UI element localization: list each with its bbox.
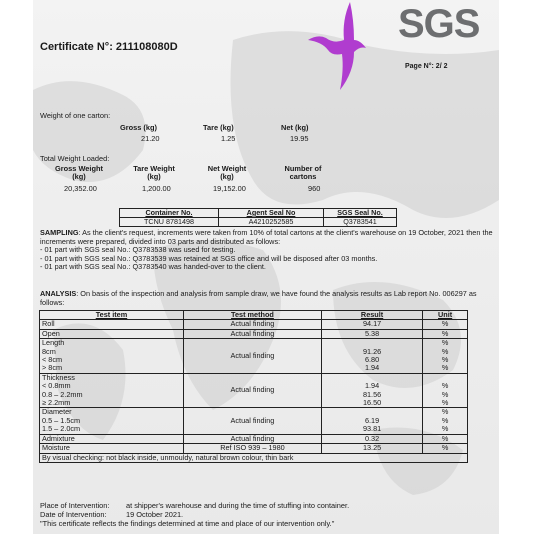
table-row	[40, 339, 468, 374]
test-item: Diameter 0.5 – 1.5cm 1.5 – 2.0cm	[40, 408, 184, 434]
col-header-unit: Unit	[423, 311, 468, 320]
sampling-label: SAMPLING	[40, 228, 79, 237]
table-row	[40, 408, 468, 434]
carton-gross-header: Gross (kg)	[120, 123, 157, 132]
test-result: 6.19 93.81	[321, 408, 422, 434]
seal-container-value: TCNU 8781498	[120, 218, 219, 227]
test-method: Actual finding	[183, 373, 321, 408]
date-of-intervention-value: 19 October 2021.	[126, 510, 184, 519]
sgs-bird-logo	[298, 0, 368, 92]
total-cartons-value: 960	[308, 184, 321, 193]
total-gross-header: Gross Weight (kg)	[55, 164, 103, 182]
seal-agent-value: A4210252585	[219, 218, 324, 227]
sampling-item: - 01 part with SGS seal No.: Q3783538 was used for testing.	[40, 245, 236, 255]
test-result: 5.38	[321, 329, 422, 338]
analysis-table	[39, 310, 468, 463]
table-row	[40, 444, 468, 453]
test-unit: % % %	[423, 373, 468, 408]
total-net-header: Net Weight (kg)	[207, 164, 247, 182]
test-item: Thickness < 0.8mm 0.8 – 2.2mm ≥ 2.2mm	[40, 373, 184, 408]
certificate-disclaimer: "This certificate reflects the findings determined at time and place of our intervention only."	[40, 519, 335, 528]
test-unit: %	[423, 320, 468, 329]
carton-gross-value: 21.20	[141, 134, 160, 143]
test-method: Actual finding	[183, 339, 321, 374]
test-item: Length 8cm < 8cm > 8cm	[40, 339, 184, 374]
carton-net-value: 19.95	[290, 134, 309, 143]
test-method: Actual finding	[183, 329, 321, 338]
test-unit: % % %	[423, 408, 468, 434]
place-of-intervention-label: Place of Intervention:	[40, 501, 110, 510]
table-row	[40, 373, 468, 408]
analysis-paragraph	[40, 290, 495, 307]
test-result: 0.32	[321, 434, 422, 443]
page-number: Page N°: 2/ 2	[405, 63, 448, 70]
test-method: Actual finding	[183, 408, 321, 434]
total-tare-value: 1,200.00	[142, 184, 171, 193]
test-result: 94.17	[321, 320, 422, 329]
sampling-paragraph	[40, 229, 495, 272]
test-result: 91.26 6.80 1.94	[321, 339, 422, 374]
seal-table	[119, 208, 397, 227]
sampling-text: : As the client's request, increments were taken from 10% of total cartons at the client's warehouse on 19 October, 2021 then the increments were prepared, divided into 03 parts and distributed as follows:	[40, 228, 493, 246]
test-item: Moisture	[40, 444, 184, 453]
carton-weight-title: Weight of one carton:	[40, 111, 111, 120]
col-header-result: Result	[321, 311, 422, 320]
total-cartons-header: Number of cartons	[284, 164, 322, 182]
test-unit: % % % %	[423, 339, 468, 374]
carton-net-header: Net (kg)	[281, 123, 309, 132]
test-item: Admixture	[40, 434, 184, 443]
test-result: 1.94 81.56 16.50	[321, 373, 422, 408]
sampling-item: - 01 part with SGS seal No.: Q3783539 was retained at SGS office and will be disposed after 03 months.	[40, 253, 378, 263]
visual-check-note: By visual checking: not black inside, unmouldy, natural brown colour, thin bark	[40, 453, 468, 462]
test-item: Open	[40, 329, 184, 338]
total-gross-value: 20,352.00	[64, 184, 97, 193]
total-weight-title: Total Weight Loaded:	[40, 154, 110, 163]
sampling-item: - 01 part with SGS seal No.: Q3783540 was handed-over to the client.	[40, 262, 266, 272]
seal-header-agent: Agent Seal No	[219, 209, 324, 218]
analysis-label: ANALYSIS	[40, 289, 77, 298]
certificate-page	[33, 0, 499, 534]
sgs-logo-text: SGS	[398, 2, 480, 46]
carton-tare-value: 1.25	[221, 134, 236, 143]
total-net-value: 19,152.00	[213, 184, 246, 193]
total-tare-header: Tare Weight (kg)	[133, 164, 175, 182]
test-unit: %	[423, 434, 468, 443]
col-header-test-item: Test item	[40, 311, 184, 320]
test-unit: %	[423, 329, 468, 338]
test-method: Ref ISO 939 – 1980	[183, 444, 321, 453]
carton-tare-header: Tare (kg)	[203, 123, 234, 132]
seal-header-container: Container No.	[120, 209, 219, 218]
test-method: Actual finding	[183, 320, 321, 329]
analysis-text: : On basis of the inspection and analysis from sample draw, we have found the analysis results as Lab report No. 006297 as follows:	[40, 289, 477, 307]
date-of-intervention-label: Date of Intervention:	[40, 510, 107, 519]
certificate-number: Certificate N°: 211108080D	[40, 41, 178, 53]
test-unit: %	[423, 444, 468, 453]
seal-header-sgs: SGS Seal No.	[324, 209, 397, 218]
test-method: Actual finding	[183, 434, 321, 443]
place-of-intervention-value: at shipper's warehouse and during the time of stuffing into container.	[126, 501, 350, 510]
test-item: Roll	[40, 320, 184, 329]
seal-sgs-value: Q3783541	[324, 218, 397, 227]
table-row	[40, 329, 468, 338]
table-row	[40, 453, 468, 462]
test-result: 13.25	[321, 444, 422, 453]
col-header-test-method: Test method	[183, 311, 321, 320]
table-row	[40, 320, 468, 329]
